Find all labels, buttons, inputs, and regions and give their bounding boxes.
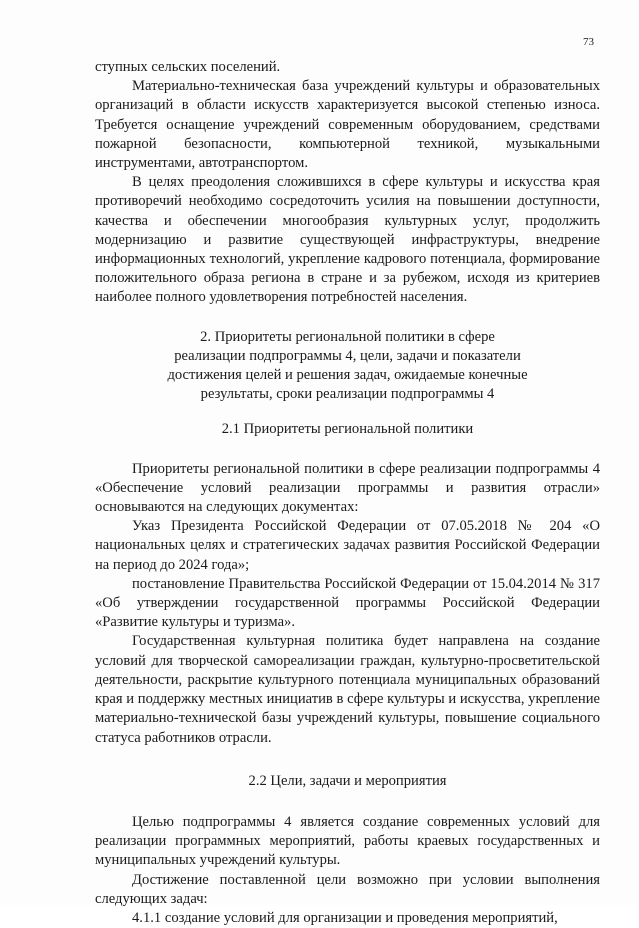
paragraph: Целью подпрограммы 4 является создание современных условий для реализации программных мероприятий, работы краевых государственных и муниципальных учреждений культуры. <box>95 813 600 869</box>
section-2-1-heading: 2.1 Приоритеты региональной политики <box>221 421 474 438</box>
section-2-2-heading: 2.2 Цели, задачи и мероприятия <box>248 772 447 789</box>
document-body <box>95 58 600 928</box>
paragraph: ступных сельских поселений. <box>95 59 281 75</box>
paragraph: Указ Президента Российской Федерации от 07.05.2018 № 204 «О национальных целях и стратегических задачах развития Российской Федерации на период до 2024 года»; <box>95 518 600 573</box>
paragraph: 4.1.1 создание условий для организации и проведения мероприятий, <box>132 909 558 926</box>
page-number: 73 <box>583 36 594 48</box>
paragraph: Достижение поставленной цели возможно при условии выполнения следующих задач: <box>95 871 600 907</box>
heading-line: результаты, сроки реализации подпрограммы 4 <box>200 386 495 403</box>
heading-line: реализации подпрограммы 4, цели, задачи и показатели <box>174 347 521 364</box>
paragraph: Государственная культурная политика будет направлена на создание условий для творческой самореализации граждан, культурно-просветительской деятельности, раскрытие культурного потенциала муниципальных образований края и поддержку местных инициатив в сфере культуры и искусства, укрепление материально-технической базы учреждений культуры, повышение социального статуса работников отрасли. <box>95 633 600 746</box>
heading-line: достижения целей и решения задач, ожидаемые конечные <box>167 367 528 384</box>
heading-line: 2. Приоритеты региональной политики в сфере <box>200 328 495 345</box>
section-2-heading <box>95 328 600 405</box>
paragraph: Материально-техническая база учреждений культуры и образовательных организаций в области искусств характеризуется высокой степенью износа. Требуется оснащение учреждений современным оборудованием, средствами пожарной безопасности, компьютерной техникой, музыкальными инструментами, автотранспортом. <box>95 78 600 172</box>
paragraph: В целях преодоления сложившихся в сфере культуры и искусства края противоречий необходимо сосредоточить усилия на повышении доступности, качества и обеспечении многообразия культурных услуг, продолжить модернизацию и развитие существующей инфраструктуры, внедрение информационных технологий, укрепление кадрового потенциала, формирование положительного образа региона в стране и за рубежом, исходя из критериев наиболее полного удовлетворения потребностей населения. <box>95 174 600 306</box>
paragraph: постановление Правительства Российской Федерации от 15.04.2014 № 317 «Об утверждении государственной программы Российской Федерации «Развитие культуры и туризма». <box>95 575 600 631</box>
paragraph: Приоритеты региональной политики в сфере реализации подпрограммы 4 «Обеспечение условий реализации программы и развития отрасли» основываются на следующих документах: <box>95 460 600 516</box>
